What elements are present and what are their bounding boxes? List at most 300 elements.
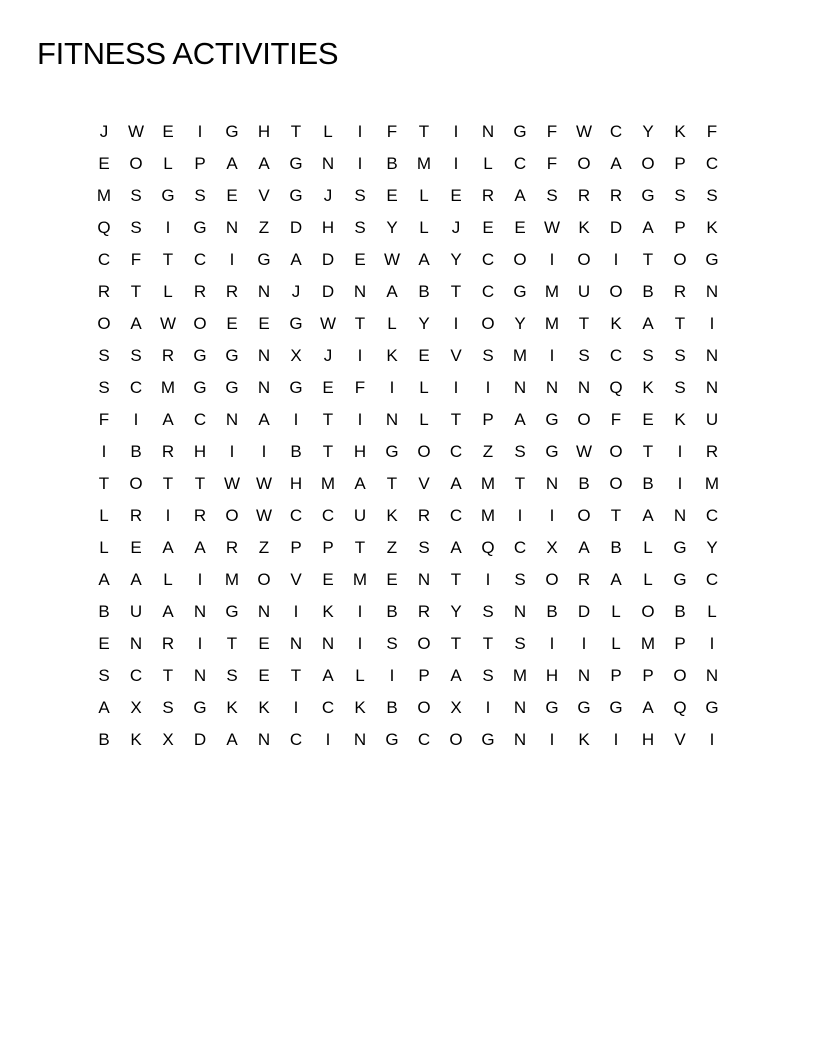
grid-letter: S — [226, 665, 238, 685]
grid-letter: C — [705, 505, 719, 525]
grid-letter: M — [512, 665, 528, 685]
grid-letter: H — [321, 217, 335, 237]
grid-letter: B — [98, 729, 110, 749]
grid-letter: L — [707, 601, 717, 621]
grid-letter: T — [450, 281, 462, 301]
grid-letter: T — [674, 313, 686, 333]
grid-letter: Y — [418, 313, 430, 333]
grid-letter: E — [418, 345, 430, 365]
grid-letter: G — [673, 537, 687, 557]
grid-letter: K — [258, 697, 270, 717]
grid-letter: R — [161, 633, 175, 653]
grid-letter: P — [674, 633, 686, 653]
grid-letter: N — [321, 633, 335, 653]
grid-letter: D — [321, 249, 335, 269]
grid-letter: J — [323, 185, 333, 205]
grid-letter: A — [258, 409, 270, 429]
grid-letter: I — [709, 729, 715, 749]
grid-letter: W — [255, 473, 273, 493]
grid-letter: T — [194, 473, 206, 493]
grid-letter: I — [581, 633, 587, 653]
grid-letter: G — [577, 697, 591, 717]
grid-letter: B — [642, 281, 654, 301]
grid-letter: G — [673, 569, 687, 589]
grid-letter: N — [417, 569, 431, 589]
grid-letter: R — [481, 185, 495, 205]
grid-letter: F — [546, 153, 558, 173]
grid-letter: L — [643, 569, 653, 589]
grid-letter: O — [193, 313, 207, 333]
grid-letter: N — [545, 473, 559, 493]
grid-letter: M — [704, 473, 720, 493]
grid-letter: R — [193, 505, 207, 525]
grid-letter: E — [258, 665, 270, 685]
grid-letter: I — [677, 441, 683, 461]
grid-letter: L — [419, 409, 429, 429]
grid-letter: M — [160, 377, 176, 397]
grid-letter: I — [293, 697, 299, 717]
grid-letter: S — [514, 633, 526, 653]
grid-letter: B — [578, 473, 590, 493]
grid-letter: I — [677, 473, 683, 493]
grid-letter: N — [353, 729, 367, 749]
grid-letter: C — [289, 729, 303, 749]
grid-letter: N — [513, 697, 527, 717]
grid-letter: Y — [450, 249, 462, 269]
grid-letter: O — [609, 441, 623, 461]
grid-letter: B — [610, 537, 622, 557]
grid-letter: P — [322, 537, 334, 557]
grid-letter: T — [354, 313, 366, 333]
grid-letter: N — [193, 601, 207, 621]
grid-letter: I — [613, 729, 619, 749]
grid-letter: C — [193, 409, 207, 429]
grid-letter: P — [418, 665, 430, 685]
grid-letter: K — [642, 377, 654, 397]
grid-letter: Q — [673, 697, 687, 717]
grid-letter: R — [161, 345, 175, 365]
grid-letter: F — [98, 409, 110, 429]
grid-letter: L — [99, 537, 109, 557]
grid-letter: T — [386, 473, 398, 493]
grid-letter: P — [290, 537, 302, 557]
grid-letter: X — [450, 697, 462, 717]
grid-letter: N — [225, 217, 239, 237]
grid-letter: G — [225, 121, 239, 141]
grid-letter: S — [514, 441, 526, 461]
grid-letter: L — [387, 313, 397, 333]
grid-letter: N — [545, 377, 559, 397]
grid-letter: S — [674, 185, 686, 205]
grid-letter: X — [130, 697, 142, 717]
grid-letter: C — [481, 281, 495, 301]
grid-letter: S — [482, 665, 494, 685]
grid-letter: A — [642, 313, 654, 333]
grid-letter: N — [289, 633, 303, 653]
grid-letter: R — [673, 281, 687, 301]
grid-letter: S — [194, 185, 206, 205]
grid-letter: A — [354, 473, 366, 493]
grid-letter: K — [674, 409, 686, 429]
grid-letter: B — [98, 601, 110, 621]
grid-letter: N — [577, 665, 591, 685]
grid-letter: I — [453, 313, 459, 333]
grid-letter: P — [194, 153, 206, 173]
grid-letter: T — [450, 409, 462, 429]
grid-letter: G — [193, 697, 207, 717]
grid-letter: O — [129, 153, 143, 173]
grid-letter: T — [354, 537, 366, 557]
grid-letter: N — [257, 729, 271, 749]
grid-letter: W — [159, 313, 177, 333]
grid-letter: R — [129, 505, 143, 525]
grid-letter: M — [512, 345, 528, 365]
grid-letter: I — [517, 505, 523, 525]
grid-letter: T — [162, 473, 174, 493]
grid-letter: N — [705, 345, 719, 365]
grid-letter: J — [99, 121, 109, 141]
grid-letter: O — [673, 665, 687, 685]
grid-letter: R — [577, 569, 591, 589]
grid-letter: N — [385, 409, 399, 429]
grid-letter: Z — [482, 441, 494, 461]
grid-letter: S — [354, 217, 366, 237]
grid-letter: G — [609, 697, 623, 717]
grid-letter: S — [706, 185, 718, 205]
grid-letter: O — [577, 153, 591, 173]
grid-letter: A — [162, 537, 174, 557]
grid-letter: C — [129, 665, 143, 685]
grid-letter: B — [546, 601, 558, 621]
grid-letter: L — [163, 281, 173, 301]
grid-letter: C — [705, 569, 719, 589]
grid-letter: E — [226, 185, 238, 205]
grid-letter: O — [545, 569, 559, 589]
grid-letter: H — [353, 441, 367, 461]
grid-letter: A — [610, 569, 622, 589]
grid-letter: G — [225, 377, 239, 397]
grid-letter: P — [642, 665, 654, 685]
grid-letter: L — [419, 377, 429, 397]
grid-letter: N — [129, 633, 143, 653]
grid-letter: N — [513, 377, 527, 397]
grid-letter: M — [480, 505, 496, 525]
grid-letter: T — [290, 121, 302, 141]
grid-letter: V — [674, 729, 686, 749]
grid-letter: L — [611, 601, 621, 621]
grid-letter: K — [226, 697, 238, 717]
grid-letter: H — [289, 473, 303, 493]
grid-letter: Y — [450, 601, 462, 621]
grid-letter: P — [610, 665, 622, 685]
grid-letter: F — [130, 249, 142, 269]
grid-letter: N — [257, 601, 271, 621]
grid-letter: C — [609, 121, 623, 141]
grid-letter: O — [641, 153, 655, 173]
grid-letter: N — [513, 729, 527, 749]
grid-letter: C — [705, 153, 719, 173]
grid-letter: W — [543, 217, 561, 237]
grid-letter: E — [450, 185, 462, 205]
grid-letter: O — [609, 473, 623, 493]
grid-letter: S — [642, 345, 654, 365]
grid-letter: O — [417, 633, 431, 653]
grid-letter: E — [386, 569, 398, 589]
grid-letter: O — [609, 281, 623, 301]
grid-letter: I — [549, 505, 555, 525]
grid-letter: H — [545, 665, 559, 685]
grid-letter: D — [193, 729, 207, 749]
grid-letter: D — [609, 217, 623, 237]
grid-letter: R — [609, 185, 623, 205]
grid-letter: O — [577, 409, 591, 429]
grid-letter: Y — [642, 121, 654, 141]
grid-letter: T — [642, 441, 654, 461]
grid-letter: P — [482, 409, 494, 429]
grid-letter: Y — [386, 217, 398, 237]
grid-letter: S — [130, 345, 142, 365]
grid-letter: C — [97, 249, 111, 269]
grid-letter: C — [417, 729, 431, 749]
grid-letter: A — [130, 313, 142, 333]
grid-letter: I — [357, 601, 363, 621]
grid-letter: R — [577, 185, 591, 205]
grid-letter: O — [673, 249, 687, 269]
grid-letter: S — [98, 345, 110, 365]
grid-letter: G — [545, 409, 559, 429]
grid-letter: M — [544, 281, 560, 301]
grid-letter: M — [480, 473, 496, 493]
grid-letter: O — [513, 249, 527, 269]
grid-letter: G — [257, 249, 271, 269]
grid-letter: M — [96, 185, 112, 205]
grid-letter: U — [705, 409, 719, 429]
grid-letter: S — [674, 345, 686, 365]
grid-letter: K — [674, 121, 686, 141]
grid-letter: M — [416, 153, 432, 173]
grid-letter: V — [450, 345, 462, 365]
grid-letter: C — [449, 505, 463, 525]
grid-letter: W — [575, 441, 593, 461]
grid-letter: E — [98, 153, 110, 173]
grid-letter: O — [417, 441, 431, 461]
grid-letter: A — [162, 601, 174, 621]
grid-letter: I — [485, 697, 491, 717]
grid-letter: H — [193, 441, 207, 461]
grid-letter: G — [225, 345, 239, 365]
grid-letter: V — [258, 185, 270, 205]
grid-letter: L — [323, 121, 333, 141]
grid-letter: O — [129, 473, 143, 493]
grid-letter: N — [705, 377, 719, 397]
grid-letter: X — [546, 537, 558, 557]
grid-letter: I — [709, 313, 715, 333]
grid-letter: G — [225, 601, 239, 621]
grid-letter: I — [165, 505, 171, 525]
grid-letter: A — [226, 153, 238, 173]
grid-letter: I — [357, 121, 363, 141]
grid-letter: N — [513, 601, 527, 621]
grid-letter: T — [642, 249, 654, 269]
grid-letter: I — [133, 409, 139, 429]
grid-letter: N — [321, 153, 335, 173]
grid-letter: I — [709, 633, 715, 653]
grid-letter: T — [450, 633, 462, 653]
grid-letter: Z — [258, 537, 270, 557]
grid-letter: T — [322, 409, 334, 429]
grid-letter: G — [481, 729, 495, 749]
grid-letter: S — [98, 665, 110, 685]
grid-letter: L — [355, 665, 365, 685]
grid-letter: E — [322, 569, 334, 589]
grid-letter: A — [450, 473, 462, 493]
grid-letter: I — [261, 441, 267, 461]
grid-letter: N — [193, 665, 207, 685]
grid-letter: C — [321, 697, 335, 717]
grid-letter: A — [450, 665, 462, 685]
grid-letter: S — [418, 537, 430, 557]
grid-letter: W — [255, 505, 273, 525]
grid-letter: G — [193, 217, 207, 237]
grid-letter: M — [224, 569, 240, 589]
grid-letter: I — [453, 121, 459, 141]
grid-letter: A — [642, 505, 654, 525]
page-title: FITNESS ACTIVITIES — [37, 36, 339, 71]
grid-letter: E — [258, 313, 270, 333]
grid-letter: S — [386, 633, 398, 653]
grid-letter: T — [162, 665, 174, 685]
grid-letter: N — [481, 121, 495, 141]
grid-letter: S — [354, 185, 366, 205]
grid-letter: B — [386, 601, 398, 621]
grid-letter: I — [357, 409, 363, 429]
grid-letter: A — [610, 153, 622, 173]
grid-letter: B — [674, 601, 686, 621]
grid-letter: N — [673, 505, 687, 525]
grid-letter: O — [225, 505, 239, 525]
grid-letter: Y — [706, 537, 718, 557]
grid-letter: I — [165, 217, 171, 237]
grid-letter: A — [418, 249, 430, 269]
grid-letter: O — [257, 569, 271, 589]
grid-letter: I — [549, 633, 555, 653]
grid-letter: L — [163, 153, 173, 173]
grid-letter: G — [385, 441, 399, 461]
grid-letter: G — [385, 729, 399, 749]
grid-letter: J — [451, 217, 461, 237]
grid-letter: C — [513, 153, 527, 173]
grid-letter: J — [323, 345, 333, 365]
grid-letter: W — [575, 121, 593, 141]
grid-letter: A — [450, 537, 462, 557]
grid-letter: B — [386, 697, 398, 717]
grid-letter: G — [289, 153, 303, 173]
grid-letter: R — [225, 281, 239, 301]
grid-letter: U — [577, 281, 591, 301]
grid-letter: Q — [609, 377, 623, 397]
grid-letter: C — [481, 249, 495, 269]
grid-letter: E — [386, 185, 398, 205]
grid-letter: M — [352, 569, 368, 589]
grid-letter: S — [546, 185, 558, 205]
grid-letter: L — [483, 153, 493, 173]
grid-letter: D — [577, 601, 591, 621]
grid-letter: A — [578, 537, 590, 557]
grid-letter: N — [257, 345, 271, 365]
grid-letter: O — [449, 729, 463, 749]
grid-letter: A — [98, 697, 110, 717]
grid-letter: T — [418, 121, 430, 141]
grid-letter: N — [257, 377, 271, 397]
grid-letter: T — [290, 665, 302, 685]
grid-letter: I — [101, 441, 107, 461]
grid-letter: F — [546, 121, 558, 141]
grid-letter: N — [705, 665, 719, 685]
grid-letter: Q — [481, 537, 495, 557]
grid-letter: K — [610, 313, 622, 333]
grid-letter: R — [705, 441, 719, 461]
grid-letter: I — [485, 377, 491, 397]
grid-letter: R — [161, 441, 175, 461]
grid-letter: B — [386, 153, 398, 173]
grid-letter: O — [481, 313, 495, 333]
grid-letter: W — [223, 473, 241, 493]
grid-letter: M — [544, 313, 560, 333]
grid-letter: K — [130, 729, 142, 749]
grid-letter: W — [319, 313, 337, 333]
grid-letter: Z — [258, 217, 270, 237]
grid-letter: A — [98, 569, 110, 589]
grid-letter: I — [357, 633, 363, 653]
grid-letter: S — [98, 377, 110, 397]
grid-letter: N — [705, 281, 719, 301]
grid-letter: M — [320, 473, 336, 493]
grid-letter: I — [229, 249, 235, 269]
grid-letter: N — [577, 377, 591, 397]
grid-letter: C — [513, 537, 527, 557]
grid-letter: G — [289, 185, 303, 205]
grid-letter: S — [482, 601, 494, 621]
grid-letter: I — [197, 633, 203, 653]
grid-letter: I — [293, 409, 299, 429]
grid-letter: T — [162, 249, 174, 269]
grid-letter: L — [163, 569, 173, 589]
grid-letter: L — [643, 537, 653, 557]
grid-letter: B — [418, 281, 430, 301]
grid-letter: C — [449, 441, 463, 461]
grid-letter: K — [386, 505, 398, 525]
grid-letter: E — [130, 537, 142, 557]
grid-letter: C — [321, 505, 335, 525]
grid-letter: I — [197, 569, 203, 589]
grid-letter: E — [514, 217, 526, 237]
grid-letter: C — [129, 377, 143, 397]
grid-letter: K — [706, 217, 718, 237]
grid-letter: J — [291, 281, 301, 301]
grid-letter: G — [641, 185, 655, 205]
grid-letter: P — [674, 153, 686, 173]
grid-letter: W — [127, 121, 145, 141]
grid-letter: U — [129, 601, 143, 621]
grid-letter: F — [610, 409, 622, 429]
grid-letter: C — [289, 505, 303, 525]
grid-letter: O — [577, 249, 591, 269]
grid-letter: I — [293, 601, 299, 621]
grid-letter: D — [289, 217, 303, 237]
grid-letter: G — [161, 185, 175, 205]
word-search-grid — [88, 115, 728, 755]
grid-letter: C — [609, 345, 623, 365]
